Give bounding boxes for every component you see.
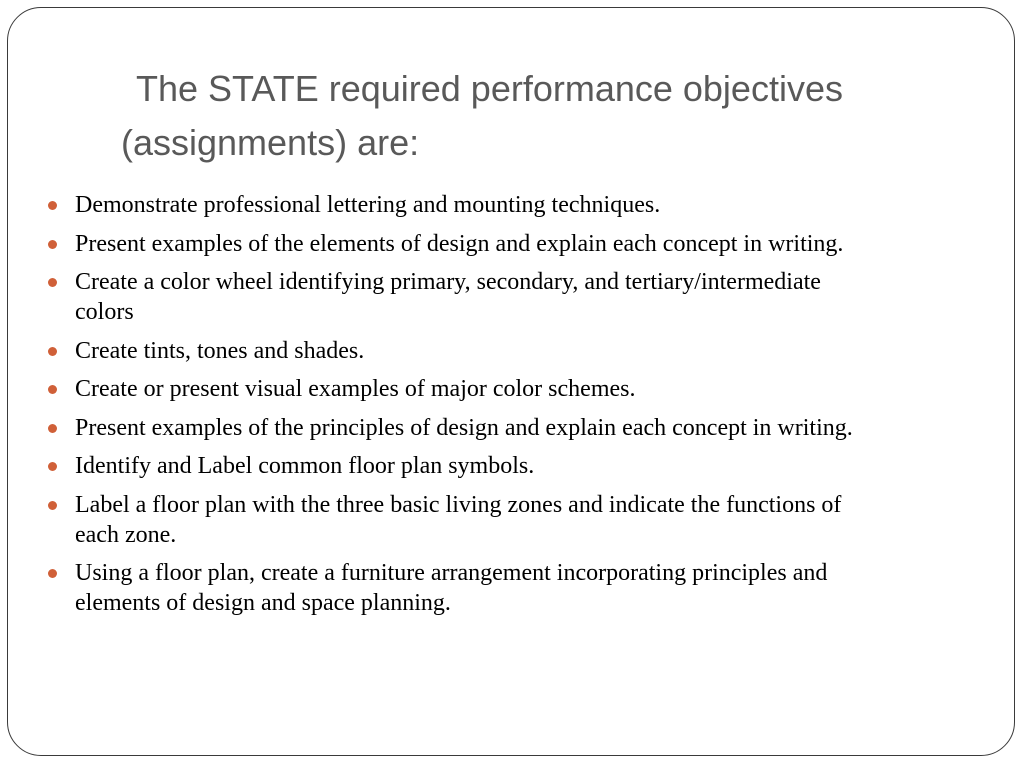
list-item (75, 336, 875, 366)
slide-frame (7, 7, 1015, 756)
list-item (75, 490, 875, 550)
list-item-text: Using a floor plan, create a furniture arrangement incorporating principles and elements of design and space planning. (75, 560, 828, 616)
list-item (75, 374, 875, 404)
list-item-text: Present examples of the elements of design and explain each concept in writing. (75, 230, 844, 257)
list-item-text: Demonstrate professional lettering and mounting techniques. (75, 192, 661, 218)
list-item (75, 451, 875, 481)
bullet-icon (48, 347, 57, 356)
objectives-list (75, 190, 875, 627)
slide-title: The STATE required performance objectives (assignments) are: (121, 68, 843, 163)
list-item-text: Create tints, tones and shades. (75, 337, 365, 364)
list-item-text: Create a color wheel identifying primary, secondary, and tertiary/intermediate colors (75, 269, 821, 325)
bullet-icon (48, 569, 57, 578)
bullet-icon (48, 424, 57, 433)
list-item (75, 229, 875, 259)
list-item-text: Create or present visual examples of major color schemes. (75, 376, 636, 402)
list-item-text: Identify and Label common floor plan symbols. (75, 453, 535, 479)
bullet-icon (48, 385, 57, 394)
list-item (75, 267, 875, 327)
bullet-icon (48, 240, 57, 249)
list-item-text: Label a floor plan with the three basic living zones and indicate the functions of each zone. (75, 491, 842, 548)
list-item-text: Present examples of the principles of design and explain each concept in writing. (75, 414, 853, 441)
bullet-icon (48, 462, 57, 471)
list-item (75, 558, 875, 618)
bullet-icon (48, 278, 57, 287)
list-item (75, 413, 875, 443)
bullet-icon (48, 201, 57, 210)
list-item (75, 190, 875, 220)
bullet-icon (48, 501, 57, 510)
